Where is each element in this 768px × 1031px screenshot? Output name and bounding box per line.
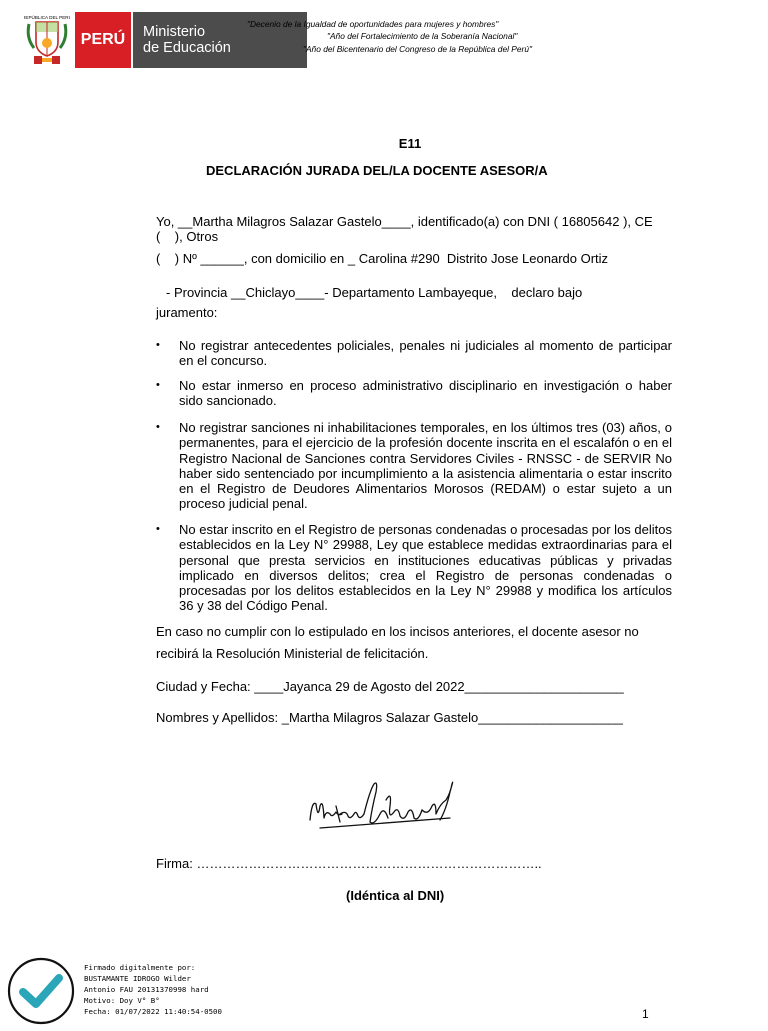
ministry-line2: de Educación bbox=[143, 40, 231, 56]
bullet-symbol: • bbox=[156, 339, 160, 351]
slogan-2: "Año del Fortalecimiento de la Soberanía Nacional" bbox=[327, 31, 518, 41]
slogan-3: "Año del Bicentenario del Congreso de la República del Perú" bbox=[303, 44, 532, 54]
names-line: Nombres y Apellidos: _Martha Milagros Salazar Gastelo____________________ bbox=[156, 710, 623, 725]
digital-signature-line-5: Fecha: 01/07/2022 11:40:54-0500 bbox=[84, 1007, 222, 1016]
city-date-line: Ciudad y Fecha: ____Jayanca 29 de Agosto del 2022______________________ bbox=[156, 679, 624, 694]
dni-note: (Idéntica al DNI) bbox=[346, 888, 445, 903]
bullet-item-2: No estar inmerso en proceso administrativo disciplinario en investigación o haber sido sancionado. bbox=[179, 378, 672, 409]
bullet-item-4: No estar inscrito en el Registro de personas condenadas o procesadas por los delitos establecidos en la Ley N° 29988, Ley que establece medidas extraordinarias para el personal que presta servicios en instituciones educativas públicas y privadas implicado en diversos delitos; crea el Registro de personas condenadas o procesadas por los delitos establecidos en la Ley N° 29988 y modifica los artículos 36 y 38 del Código Penal. bbox=[179, 522, 672, 614]
bullet-item-1: No registrar antecedentes policiales, penales ni judiciales al momento de participar en el concurso. bbox=[179, 338, 672, 369]
digital-signature-check-icon bbox=[6, 956, 76, 1026]
ministry-line1: Ministerio bbox=[143, 24, 206, 40]
digital-signature-line-2: BUSTAMANTE IDROGO Wilder bbox=[84, 974, 191, 983]
digital-signature-line-3: Antonio FAU 20131370998 hard bbox=[84, 985, 209, 994]
closing-line-1: En caso no cumplir con lo estipulado en los incisos anteriores, el docente asesor no bbox=[156, 624, 639, 639]
signature-line: Firma: …………………………………………………………………….. bbox=[156, 856, 542, 871]
intro-line-3: ( ) Nº ______, con domicilio en _ Carolina #290 Distrito Jose Leonardo Ortiz bbox=[156, 251, 609, 266]
bullet-symbol: • bbox=[156, 523, 160, 535]
intro-line-5: juramento: bbox=[156, 305, 218, 320]
bullet-item-3: No registrar sanciones ni inhabilitaciones temporales, en los últimos tres (03) años, o permanentes, para el ejercicio de la profesión docente inscrita en el escalafón o en el Registro Nacional de Sanciones contra Servidores Civiles - RNSSC - de SERVIR No haber sido sentenciado por incumplimiento a la asistencia alimentaria o estar inscrito en el Registro de Deudores Alimentarios Morosos (REDAM) o estar sujeto a un proceso judicial penal. bbox=[179, 420, 672, 512]
intro-line-1: Yo, __Martha Milagros Salazar Gastelo____, identificado(a) con DNI ( 16805642 ), CE bbox=[156, 214, 653, 229]
slogan-1: "Decenio de la Igualdad de oportunidades para mujeres y hombres" bbox=[247, 19, 499, 29]
document-code: E11 bbox=[398, 136, 422, 151]
bullet-symbol: • bbox=[156, 421, 160, 433]
peru-brand-box bbox=[75, 12, 131, 68]
page-number: 1 bbox=[642, 1007, 649, 1021]
digital-signature-line-1: Firmado digitalmente por: bbox=[84, 963, 196, 972]
intro-line-4: - Provincia __Chiclayo____- Departamento Lambayeque, declaro bajo bbox=[166, 285, 583, 300]
peru-coat-of-arms-logo bbox=[24, 12, 70, 68]
digital-signature-line-4: Motivo: Doy V° B° bbox=[84, 996, 160, 1005]
intro-line-2: ( ), Otros bbox=[156, 229, 219, 244]
shield-text: REPÚBLICA DEL PERÚ bbox=[24, 15, 70, 20]
closing-line-2: recibirá la Resolución Ministerial de felicitación. bbox=[156, 646, 429, 661]
document-title: DECLARACIÓN JURADA DEL/LA DOCENTE ASESOR/A bbox=[206, 163, 548, 178]
handwritten-signature bbox=[300, 770, 468, 842]
bullet-symbol: • bbox=[156, 379, 160, 391]
country-label: PERÚ bbox=[80, 31, 126, 48]
